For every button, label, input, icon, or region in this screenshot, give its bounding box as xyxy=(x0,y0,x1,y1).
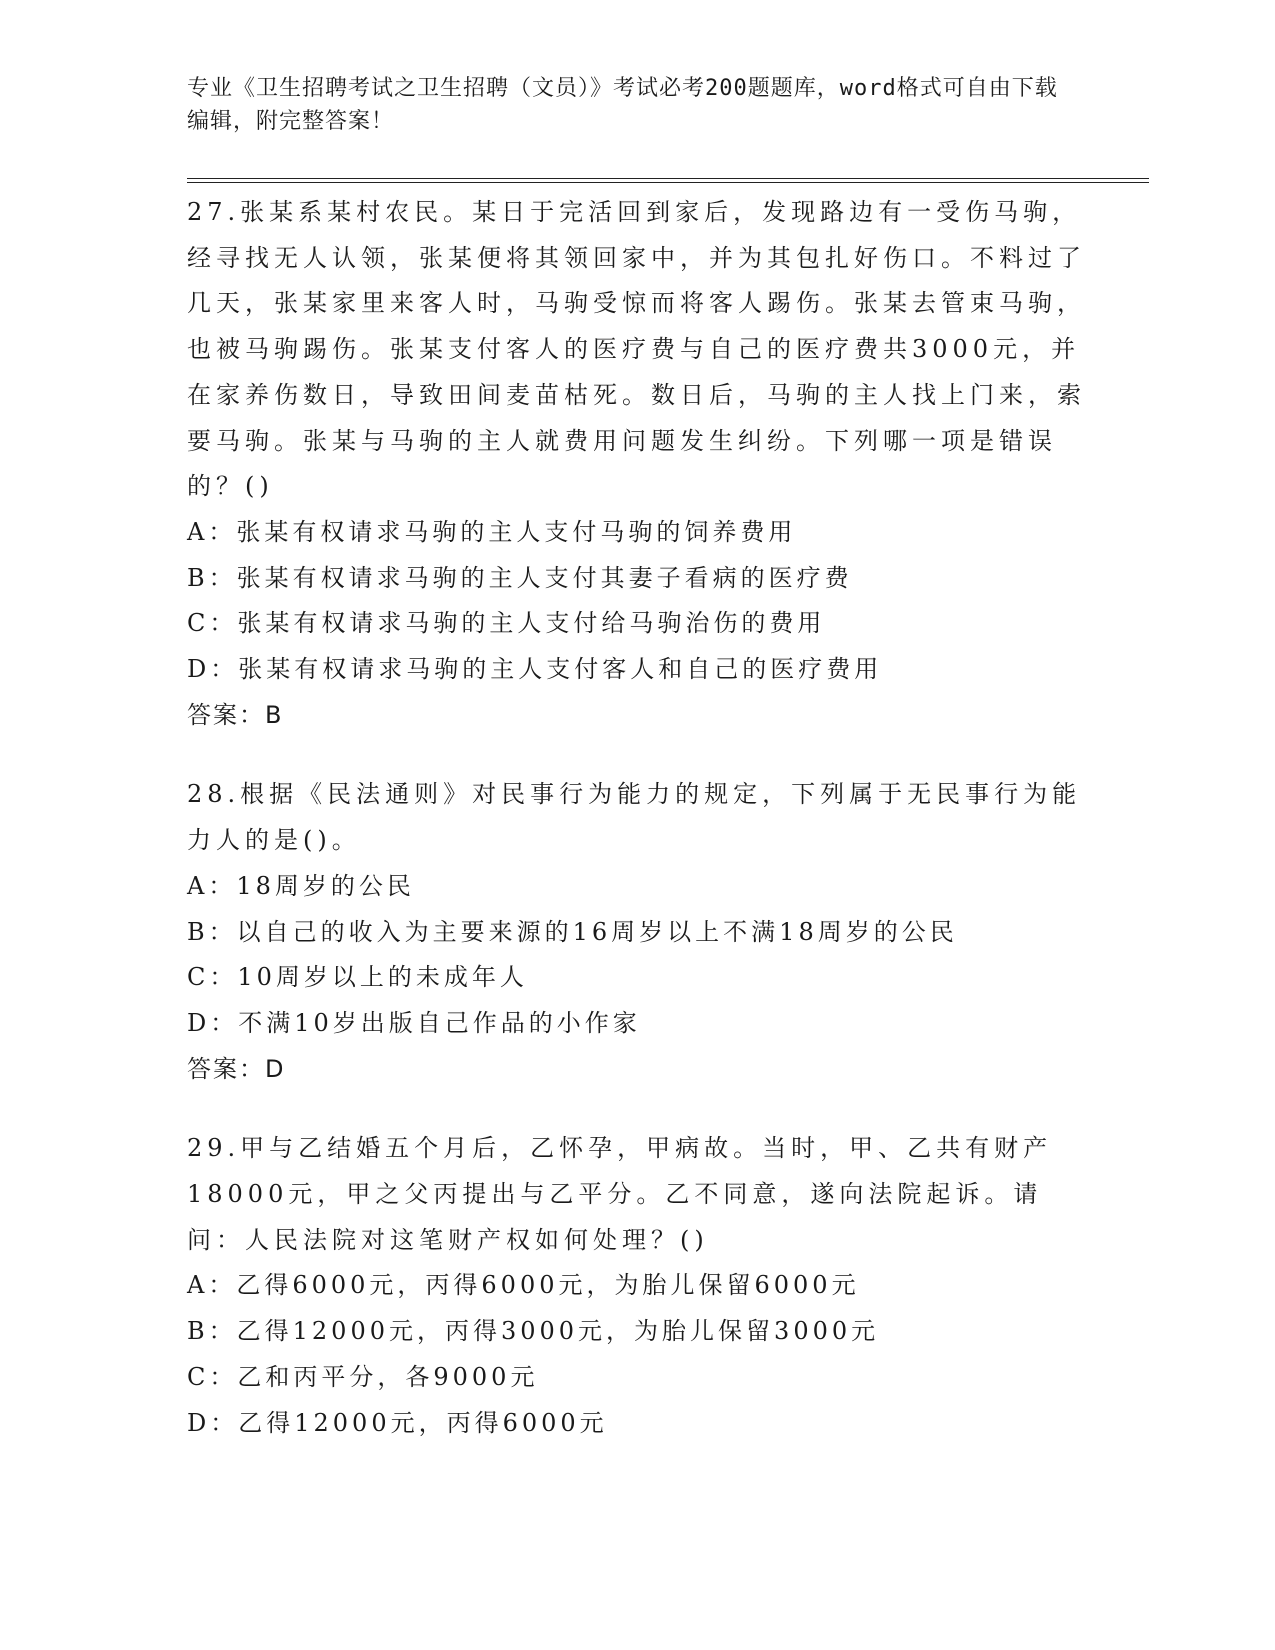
option-b: B：张某有权请求马驹的主人支付其妻子看病的医疗费 xyxy=(187,563,853,592)
document-header: 专业《卫生招聘考试之卫生招聘（文员）》考试必考200题题库，word格式可自由下载编辑，附完整答案！ xyxy=(187,76,1058,134)
question-stem: 28.根据《民法通则》对民事行为能力的规定，下列属于无民事行为能力人的是()。 xyxy=(187,780,1082,855)
option-c: C：10周岁以上的未成年人 xyxy=(187,963,528,992)
question-item xyxy=(187,772,1087,1092)
option-a: A：乙得6000元，丙得6000元，为胎儿保留6000元 xyxy=(187,1271,860,1300)
option-d: D：乙得12000元，丙得6000元 xyxy=(187,1408,608,1437)
option-c: C：乙和丙平分，各9000元 xyxy=(187,1362,539,1391)
document-page xyxy=(187,0,1147,1650)
option-a: A：张某有权请求马驹的主人支付马驹的饲养费用 xyxy=(187,517,797,546)
answer-text: 答案：D xyxy=(187,1054,286,1083)
option-c: C：张某有权请求马驹的主人支付给马驹治伤的费用 xyxy=(187,609,826,638)
question-stem: 27.张某系某村农民。某日于完活回到家后，发现路边有一受伤马驹，经寻找无人认领，张某便将其领回家中，并为其包扎好伤口。不料过了几天，张某家里来客人时，马驹受惊而将客人踢伤。张某去管束马驹，也被马驹踢伤。张某支付客人的医疗费与自己的医疗费共3000元，并在家养伤数日，导致田间麦苗枯死。数日后，马驹的主人找上门来，索要马驹。张某与马驹的主人就费用问题发生纠纷。下列哪一项是错误的？() xyxy=(187,198,1086,501)
option-d: D：不满10岁出版自己作品的小作家 xyxy=(187,1008,641,1037)
option-b: B：以自己的收入为主要来源的16周岁以上不满18周岁的公民 xyxy=(187,917,958,946)
question-list xyxy=(187,190,1087,1480)
question-stem: 29.甲与乙结婚五个月后，乙怀孕，甲病故。当时，甲、乙共有财产18000元，甲之父丙提出与乙平分。乙不同意，遂向法院起诉。请问：人民法院对这笔财产权如何处理？() xyxy=(187,1134,1053,1254)
answer-text: 答案：B xyxy=(187,700,284,729)
question-item xyxy=(187,1126,1087,1446)
option-b: B：乙得12000元，丙得3000元，为胎儿保留3000元 xyxy=(187,1317,880,1346)
header-divider xyxy=(187,178,1149,183)
option-d: D：张某有权请求马驹的主人支付客人和自己的医疗费用 xyxy=(187,655,883,684)
option-a: A：18周岁的公民 xyxy=(187,871,415,900)
question-item xyxy=(187,190,1087,738)
